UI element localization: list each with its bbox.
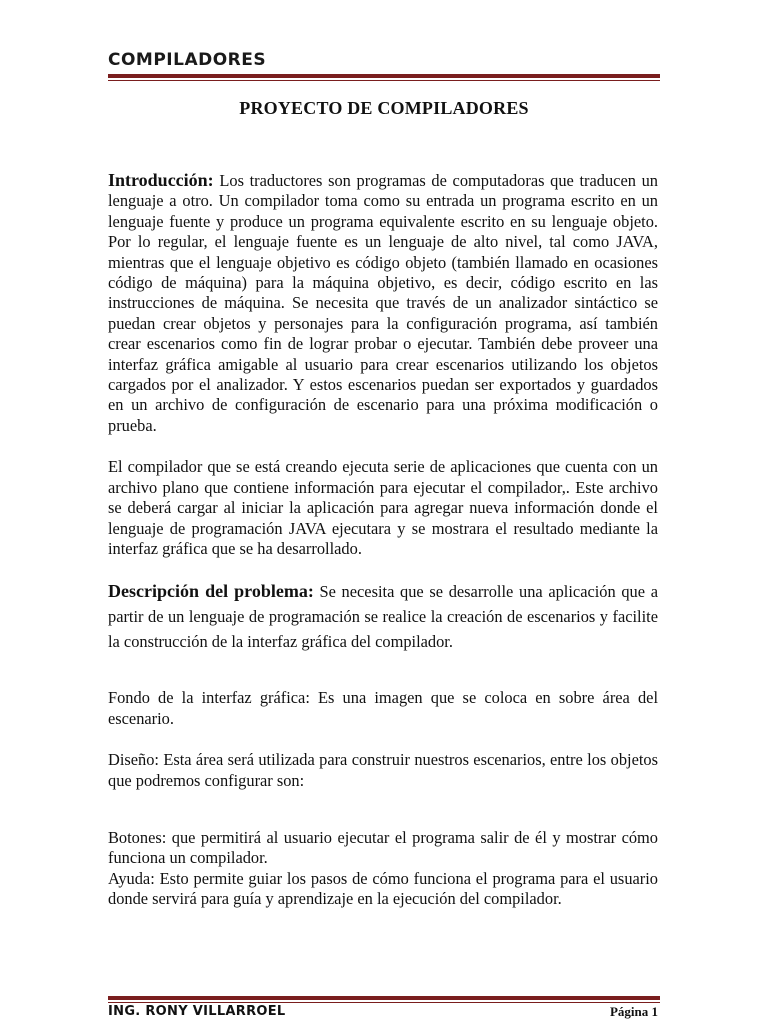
diseno-paragraph: Diseño: Esta área será utilizada para construir nuestros escenarios, entre los objetos que podremos configurar son: bbox=[108, 750, 658, 790]
fondo-paragraph: Fondo de la interfaz gráfica: Es una imagen que se coloca en sobre área del escenario. bbox=[108, 688, 658, 728]
footer-rule bbox=[108, 996, 660, 1003]
header-title: COMPILADORES bbox=[108, 50, 267, 70]
header-rule-thick bbox=[108, 74, 660, 78]
intro-text: Los traductores son programas de computadoras que traducen un lenguaje a otro. Un compilador toma como su entrada un programa escrito en un lenguaje fuente y produce un programa equivalente escrito en su lenguaje objeto. Por lo regular, el lenguaje fuente es un lenguaje de alto nivel, tal como JAVA, mientras que el lenguaje objetivo es código objeto (también llamado en ocasiones código de máquina) para la máquina objetivo, es decir, código escrito en las instrucciones de máquina. Se necesita que través de un analizador sintáctico se puedan crear objetos y personajes para la configuración programa, así también crear escenarios como fin de lograr probar o ejecutar. También debe proveer una interfaz gráfica amigable al usuario para crear escenarios utilizando los objetos cargados por el analizador. Y estos escenarios puedan ser exportados y guardados en un archivo de configuración de escenario para una próxima modificación o prueba. bbox=[108, 171, 658, 435]
descripcion-text: Se necesita que se desarrolle una aplicación que a partir de un lenguaje de programación se realice la creación de escenarios y facilite la construcción de la interfaz gráfica del compilador. bbox=[108, 582, 658, 652]
footer-rule-thick bbox=[108, 996, 660, 1000]
compilador-paragraph: El compilador que se está creando ejecuta serie de aplicaciones que cuenta con un archivo plano que contiene información para ejecutar el compilador,. Este archivo se deberá cargar al iniciar la aplicación para agregar nueva información donde el lenguaje de programación JAVA ejecutara y se mostrara el resultado mediante la interfaz gráfica que se ha desarrollado. bbox=[108, 457, 658, 558]
footer-author: ING. RONY VILLARROEL bbox=[108, 1004, 286, 1019]
header-rule-thin bbox=[108, 80, 660, 81]
footer-rule-thin bbox=[108, 1002, 660, 1003]
botones-paragraph: Botones: que permitirá al usuario ejecutar el programa salir de él y mostrar cómo funciona un compilador. bbox=[108, 827, 658, 868]
header-rule bbox=[108, 74, 660, 81]
intro-paragraph bbox=[108, 170, 658, 436]
page-number: Página 1 bbox=[609, 1004, 658, 1019]
document-body bbox=[108, 170, 658, 910]
intro-heading: Introducción: bbox=[108, 170, 214, 190]
descripcion-paragraph bbox=[108, 579, 658, 654]
document-title: PROYECTO DE COMPILADORES bbox=[239, 98, 529, 118]
ayuda-paragraph: Ayuda: Esto permite guiar los pasos de cómo funciona el programa para el usuario donde servirá para guía y aprendizaje en la ejecución del compilador. bbox=[108, 868, 658, 909]
descripcion-heading: Descripción del problema: bbox=[108, 581, 314, 602]
